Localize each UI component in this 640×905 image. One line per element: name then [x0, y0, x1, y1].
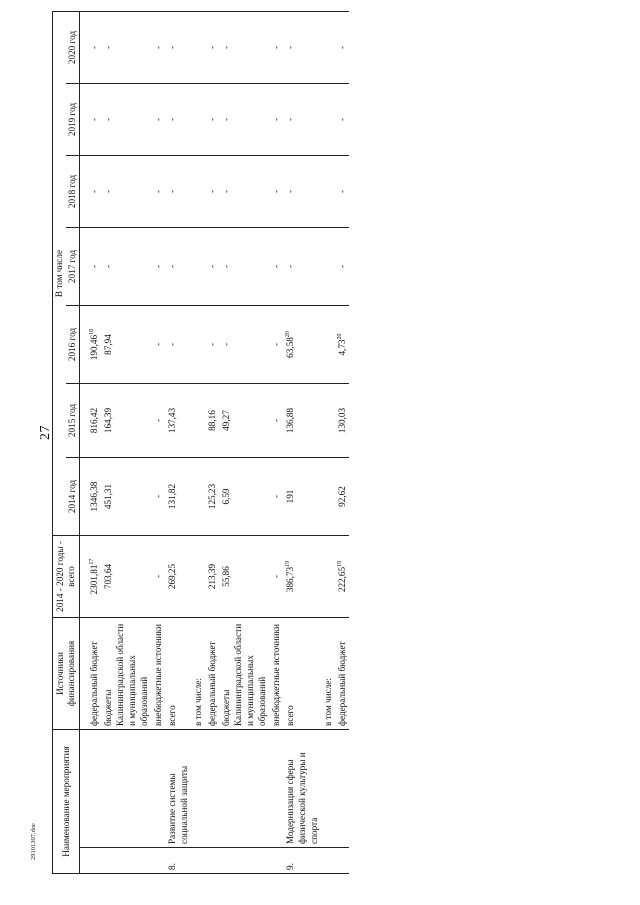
- cell-2014: -: [269, 458, 283, 536]
- header-year-2018: 2018 год: [66, 156, 80, 228]
- cell-2015: [321, 384, 335, 458]
- cell-total: [321, 536, 335, 618]
- cell-2019: -: [335, 84, 349, 156]
- cell-2020: -: [101, 12, 151, 84]
- cell-2014: [191, 458, 205, 536]
- cell-2019: [321, 84, 335, 156]
- cell-2017: -: [335, 228, 349, 306]
- cell-source: бюджеты Калининградской области и муниципальных образований: [101, 618, 151, 730]
- cell-2016: [191, 306, 205, 384]
- cell-source: в том числе:: [321, 618, 335, 730]
- cell-2017: -: [283, 228, 321, 306]
- cell-2018: -: [101, 156, 151, 228]
- header-including: В том числе: [53, 12, 67, 536]
- cell-2020: -: [283, 12, 321, 84]
- cell-total: 703,64: [101, 536, 151, 618]
- cell-total: 222,65$^{19}$: [335, 536, 349, 618]
- cell-2014: 6,59: [219, 458, 269, 536]
- table-row: [335, 12, 349, 874]
- cell-no: [269, 848, 283, 874]
- cell-2015: -: [151, 384, 165, 458]
- cell-2015: 130,03: [335, 384, 349, 458]
- cell-total: 213,39: [205, 536, 219, 618]
- cell-total: 269,25: [165, 536, 191, 618]
- cell-2014: 92,62: [335, 458, 349, 536]
- cell-2015: [191, 384, 205, 458]
- cell-2014: 131,82: [165, 458, 191, 536]
- cell-2020: -: [269, 12, 283, 84]
- cell-total: 386,73$^{19}$: [283, 536, 321, 618]
- cell-2017: -: [269, 228, 283, 306]
- header-year-2014: 2014 год: [66, 458, 80, 536]
- cell-2017: -: [219, 228, 269, 306]
- cell-2019: [191, 84, 205, 156]
- cell-source: федеральный бюджет: [335, 618, 349, 730]
- cell-source: всего: [165, 618, 191, 730]
- cell-name: [151, 730, 165, 848]
- cell-name: [205, 730, 219, 848]
- cell-2019: -: [205, 84, 219, 156]
- cell-2017: [191, 228, 205, 306]
- cell-source: федеральный бюджет: [205, 618, 219, 730]
- cell-2016: 87,94: [101, 306, 151, 384]
- header-year-2015: 2015 год: [66, 384, 80, 458]
- table-row: [283, 12, 321, 874]
- cell-2016: -: [165, 306, 191, 384]
- cell-name: [269, 730, 283, 848]
- cell-no: 9.: [283, 848, 321, 874]
- cell-2015: 137,43: [165, 384, 191, 458]
- cell-2019: -: [151, 84, 165, 156]
- table-row: [219, 12, 269, 874]
- header-year-2016: 2016 год: [66, 306, 80, 384]
- table-row: [191, 12, 205, 874]
- cell-source: внебюджетные источники: [151, 618, 165, 730]
- cell-2017: -: [80, 228, 102, 306]
- table-header: [53, 12, 80, 874]
- cell-2020: [191, 12, 205, 84]
- header-year-2020: 2020 год: [66, 12, 80, 84]
- cell-2018: -: [335, 156, 349, 228]
- cell-no: 8.: [165, 848, 191, 874]
- cell-2015: 816,42: [80, 384, 102, 458]
- cell-2014: 191: [283, 458, 321, 536]
- cell-name: [335, 730, 349, 848]
- cell-2019: -: [219, 84, 269, 156]
- cell-2015: 136,88: [283, 384, 321, 458]
- cell-2018: -: [219, 156, 269, 228]
- cell-total: [191, 536, 205, 618]
- cell-name: Развитие системы социальной защиты: [165, 730, 191, 848]
- cell-2015: 164,39: [101, 384, 151, 458]
- cell-2014: 1346,38: [80, 458, 102, 536]
- table-row: [321, 12, 335, 874]
- cell-2014: [321, 458, 335, 536]
- cell-2020: -: [205, 12, 219, 84]
- cell-no: [219, 848, 269, 874]
- table-row: [101, 12, 151, 874]
- cell-total: 55,86: [219, 536, 269, 618]
- cell-total: 2301,81$^{17}$: [80, 536, 102, 618]
- cell-name: [101, 730, 151, 848]
- header-year-2017: 2017 год: [66, 228, 80, 306]
- cell-2019: -: [101, 84, 151, 156]
- cell-name: [191, 730, 205, 848]
- page-number: 27: [38, 425, 53, 440]
- cell-2016: -: [151, 306, 165, 384]
- table-row: [165, 12, 191, 874]
- cell-2020: -: [165, 12, 191, 84]
- cell-2017: -: [205, 228, 219, 306]
- cell-2016: 63,58$^{20}$: [283, 306, 321, 384]
- table-row: [205, 12, 219, 874]
- cell-2015: -: [269, 384, 283, 458]
- cell-source: внебюджетные источники: [269, 618, 283, 730]
- cell-no: [101, 848, 151, 874]
- cell-2016: 4,73$^{20}$: [335, 306, 349, 384]
- cell-2017: -: [151, 228, 165, 306]
- financing-table: [52, 11, 349, 874]
- cell-2020: [321, 12, 335, 84]
- cell-2014: 451,31: [101, 458, 151, 536]
- cell-2018: -: [269, 156, 283, 228]
- cell-2014: 125,23: [205, 458, 219, 536]
- table-row: [151, 12, 165, 874]
- cell-2018: -: [165, 156, 191, 228]
- cell-2018: -: [151, 156, 165, 228]
- cell-source: всего: [283, 618, 321, 730]
- cell-2020: -: [219, 12, 269, 84]
- cell-2020: -: [80, 12, 102, 84]
- cell-no: [80, 848, 102, 874]
- table-body: [80, 12, 350, 874]
- cell-2016: [321, 306, 335, 384]
- cell-total: -: [269, 536, 283, 618]
- cell-no: [191, 848, 205, 874]
- cell-name: [321, 730, 335, 848]
- header-total: 2014 - 2020 годы - всего: [53, 536, 80, 618]
- cell-name: Модернизация сферы физической культуры и спорта: [283, 730, 321, 848]
- cell-2018: -: [80, 156, 102, 228]
- header-name: Наименование мероприятия: [53, 730, 80, 874]
- rotated-table-container: [52, 12, 592, 874]
- header-year-2019: 2019 год: [66, 84, 80, 156]
- cell-2019: -: [80, 84, 102, 156]
- cell-2020: -: [335, 12, 349, 84]
- cell-2014: -: [151, 458, 165, 536]
- cell-2016: -: [205, 306, 219, 384]
- cell-source: в том числе:: [191, 618, 205, 730]
- cell-2018: -: [205, 156, 219, 228]
- cell-source: федеральный бюджет: [80, 618, 102, 730]
- cell-2015: 49,27: [219, 384, 269, 458]
- cell-2018: -: [283, 156, 321, 228]
- cell-2017: -: [165, 228, 191, 306]
- cell-2018: [321, 156, 335, 228]
- footer-file-name: 29101307.doc: [30, 822, 37, 860]
- cell-2019: -: [283, 84, 321, 156]
- cell-no: [335, 848, 349, 874]
- table-row: [80, 12, 102, 874]
- cell-2017: [321, 228, 335, 306]
- cell-name: [80, 730, 102, 848]
- cell-2016: -: [219, 306, 269, 384]
- cell-2019: -: [165, 84, 191, 156]
- cell-2020: -: [151, 12, 165, 84]
- cell-source: бюджеты Калининградской области и муниципальных образований: [219, 618, 269, 730]
- cell-2018: [191, 156, 205, 228]
- table-row: [269, 12, 283, 874]
- cell-total: -: [151, 536, 165, 618]
- cell-no: [205, 848, 219, 874]
- header-source: Источники финансирования: [53, 618, 80, 730]
- cell-2017: -: [101, 228, 151, 306]
- cell-name: [219, 730, 269, 848]
- cell-2015: 88,16: [205, 384, 219, 458]
- cell-2019: -: [269, 84, 283, 156]
- cell-2016: -: [269, 306, 283, 384]
- cell-no: [151, 848, 165, 874]
- cell-2016: 190,46$^{18}$: [80, 306, 102, 384]
- cell-no: [321, 848, 335, 874]
